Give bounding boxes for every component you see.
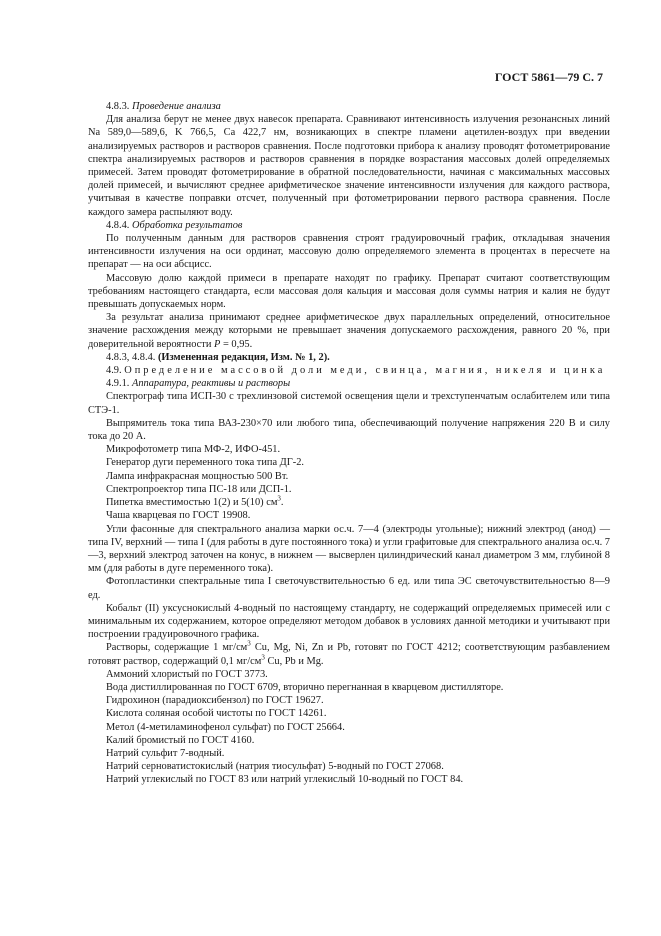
list-item: Вода дистиллированная по ГОСТ 6709, вторично перегнанная в кварцевом дистилляторе. (106, 681, 504, 693)
list-item: Генератор дуги переменного тока типа ДГ-2. (106, 457, 305, 469)
section-4-8-4-para-2: Массовую долю каждой примеси в препарате находят по графику. Препарат считают соответствующим требованиям настоящего стандарта, если массовая доля кальция и массовая доля суммы натрия и калия не будут превышать допускаемых норм. (88, 272, 610, 311)
list-item: Микрофотометр типа МФ-2, ИФО-451. (106, 444, 281, 456)
section-4-8-4-para-1: По полученным данным для растворов сравнения строят градуировочный график, откладывая значения интенсивности излучения на оси ординат, массовую долю определяемого элемента в процентах в пересчете на препарат — на оси абсцисс. (88, 233, 610, 271)
section-4-9-heading: 4.9. Определение массовой доли меди, свинца, магния, никеля и цинка (106, 365, 606, 377)
list-item: Аммоний хлористый по ГОСТ 3773. (106, 668, 268, 680)
list-item: Кислота соляная особой чистоты по ГОСТ 14261. (106, 708, 327, 720)
list-item: Спектропроектор типа ПС-18 или ДСП-1. (106, 483, 292, 495)
list-item: Калий бромистый по ГОСТ 4160. (106, 734, 255, 746)
list-item: Спектрограф типа ИСП-30 с трехлинзовой системой освещения щели и трехступенчатым ослабителем или типа СТЭ-1. (88, 391, 610, 416)
page-header: ГОСТ 5861—79 С. 7 (494, 70, 603, 84)
list-item: Натрий серноватистокислый (натрия тиосульфат) 5-водный по ГОСТ 27068. (106, 761, 444, 773)
list-item: Натрий углекислый по ГОСТ 83 или натрий углекислый 10-водный по ГОСТ 84. (106, 774, 464, 786)
list-item: Гидрохинон (парадиоксибензол) по ГОСТ 19627. (106, 695, 324, 707)
section-4-9-1-heading: 4.9.1. Аппаратура, реактивы и растворы (106, 378, 291, 390)
amendment-note: 4.8.3, 4.8.4. (Измененная редакция, Изм. № 1, 2). (106, 351, 330, 363)
section-4-8-3-text: Для анализа берут не менее двух навесок препарата. Сравнивают интенсивность излучения резонансных линий Na 589,0—589,6, K 766,5, Ca 422,7 нм, возникающих в спектре пламени ацетилен-воздух при введении анализируемых растворов и растворов сравнения. После подготовки прибора к анализу проводят фотометрирование спектра анализируемых растворов и растворов сравнения в порядке возрастания массовых долей определяемых примесей. Затем проводят фотометрирование в обратной последовательности, начиная с максимальных массовых долей примесей, и вычисляют среднее арифметическое значение интенсивности излучения для каждого раствора, учитывая в качестве поправки отсчет, полученный при фотометрировании первого раствора сравнения. После каждого замера распыляют воду. (88, 114, 610, 218)
list-item: Угли фасонные для спектрального анализа марки ос.ч. 7—4 (электроды угольные); нижний электрод (анод) — типа IV, верхний — типа I (для работы в дуге постоянного тока) и угли графитовые для спектрального анализа ос.ч. 7—3, верхний электрод заточен на конус, в нижнем — высверлен цилиндрический канал диаметром 3 мм, глубиной 8 мм (для работы в дуге переменного тока). (88, 523, 611, 575)
list-item-pipette: Пипетка вместимостью 1(2) и 5(10) $см^3$. (106, 494, 284, 509)
list-item: Выпрямитель тока типа ВАЗ-230×70 или любого типа, обеспечивающий получение напряжения 220 В и силу тока до 20 А. (88, 417, 610, 443)
section-4-8-3-heading: 4.8.3. Проведение анализа (106, 101, 221, 112)
list-item: Метол (4-метиламинофенол сульфат) по ГОСТ 25664. (106, 721, 345, 733)
section-4-8-4-heading: 4.8.4. Обработка результатов (106, 219, 243, 231)
list-item-solutions: Растворы, содержащие 1 $мг/см^3$ Cu, Mg, Ni, Zn и Pb, готовят по ГОСТ 4212; соответствующим разбавлением готовят раствор, содержащий 0,1 $мг/см^3$ Cu, Pb и Mg. (88, 639, 610, 667)
list-item: Фотопластинки спектральные типа I светочувствительностью 6 ед. или типа ЭС светочувствительностью 8—9 ед. (88, 576, 610, 601)
document-body (88, 100, 610, 787)
list-item: Натрий сульфит 7-водный. (106, 747, 225, 759)
section-4-8-4-para-3: За результат анализа принимают среднее арифметическое двух параллельных определений, относительное значение расхождения между которыми не превышает значения допускаемого расхождения, равного 20 %, при доверительной вероятности P = 0,95. (88, 312, 610, 350)
list-item: Кобальт (II) уксуснокислый 4-водный по настоящему стандарту, не содержащий определяемых примесей или с минимальным их содержанием, которое определяют методом добавок в условиях данной методики и учитывают при построении градуировочного графика. (88, 602, 610, 641)
list-item: Чаша кварцевая по ГОСТ 19908. (106, 510, 251, 522)
list-item: Лампа инфракрасная мощностью 500 Вт. (106, 470, 289, 482)
